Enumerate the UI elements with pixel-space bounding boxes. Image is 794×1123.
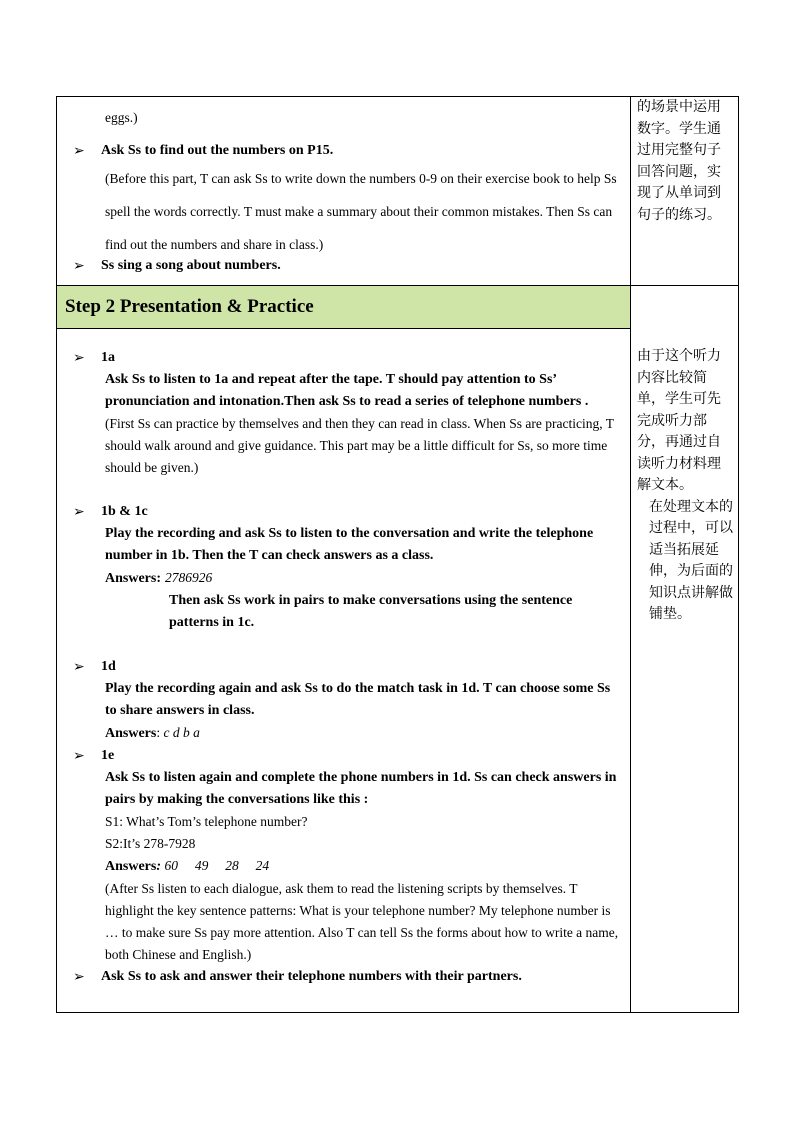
section-1b-task: Play the recording and ask Ss to listen to the conversation and write the telephone number in 1b. Then the T can check answers as a class. bbox=[105, 526, 594, 563]
section-1d-task: Play the recording again and ask Ss to do the match task in 1d. T can choose some Ss to share answers in class. bbox=[105, 681, 611, 718]
dialogue-s2: S2:It’s 278-7928 bbox=[105, 836, 196, 851]
before-note: (Before this part, T can ask Ss to write down the numbers 0-9 on their exercise book to help Ss spell the words correctly. T must make a summary about their common mistakes. Then Ss can find out the numbers and share in class.) bbox=[105, 171, 617, 252]
step2-header-row bbox=[57, 286, 739, 329]
bullet-arrow-icon: ➢ bbox=[73, 258, 85, 274]
ask-answer-text: Ask Ss to ask and answer their telephone numbers with their partners. bbox=[101, 969, 522, 984]
step2-title: Step 2 Presentation & Practice bbox=[57, 286, 630, 328]
find-numbers-text: Ask Ss to find out the numbers on P15. bbox=[101, 143, 334, 158]
warmup-note: 的场景中运用数字。学生通过用完整句子回答问题，实现了从单词到句子的练习。 bbox=[637, 99, 721, 223]
bullet-arrow-icon: ➢ bbox=[73, 143, 85, 159]
sing-song-text: Ss sing a song about numbers. bbox=[101, 258, 281, 273]
section-1e-answers: Answers: 60 49 28 24 bbox=[105, 858, 270, 874]
section-1b bbox=[65, 501, 624, 523]
sing-song-item bbox=[65, 255, 624, 277]
warmup-note-cell bbox=[631, 97, 739, 286]
section-1e-label: 1e bbox=[101, 748, 115, 763]
section-1d bbox=[65, 656, 624, 678]
bullet-arrow-icon: ➢ bbox=[73, 659, 85, 675]
presentation-note-cell bbox=[631, 286, 739, 1013]
presentation-note-p1: 由于这个听力内容比较简单，学生可先完成听力部分，再通过自读听力材料理解文本。 bbox=[637, 348, 721, 493]
presentation-note-p2: 在处理文本的过程中，可以适当拓展延伸，为后面的知识点讲解做铺垫。 bbox=[649, 498, 733, 622]
ask-answer-item bbox=[65, 966, 624, 988]
section-1b-label: 1b & 1c bbox=[101, 504, 148, 519]
warmup-main-cell bbox=[57, 97, 631, 286]
section-1a-label: 1a bbox=[101, 350, 115, 365]
find-numbers-item bbox=[65, 140, 624, 162]
section-1a-note: (First Ss can practice by themselves and then they can read in class. When Ss are practicing, T should walk around and give guidance. This part may be a little difficult for Ss, so more time should be given.) bbox=[105, 416, 614, 475]
bullet-arrow-icon: ➢ bbox=[73, 350, 85, 366]
section-1b-answers: Answers: 2786926 bbox=[105, 570, 213, 586]
section-1b-pairs: Then ask Ss work in pairs to make conversations using the sentence patterns in 1c. bbox=[169, 593, 573, 630]
section-1d-answers: Answers: c d b a bbox=[105, 725, 200, 741]
bullet-arrow-icon: ➢ bbox=[73, 748, 85, 764]
dialogue-s1: S1: What’s Tom’s telephone number? bbox=[105, 814, 308, 829]
bullet-arrow-icon: ➢ bbox=[73, 969, 85, 985]
eggs-line: eggs.) bbox=[105, 110, 138, 125]
presentation-main-cell bbox=[57, 329, 631, 1013]
section-1a-task: Ask Ss to listen to 1a and repeat after the tape. T should pay attention to Ss’ pronunciation and intonation.Then ask Ss to read a series of telephone numbers . bbox=[105, 372, 589, 409]
lesson-plan-table bbox=[56, 96, 739, 1013]
section-1e-note: (After Ss listen to each dialogue, ask them to read the listening scripts by themselves. T highlight the key sentence patterns: What is your telephone number? My telephone number is … to make sure Ss pay more attention. Also T can tell Ss the forms about how to write a name, both Chinese and English.) bbox=[105, 881, 619, 962]
section-1e-task: Ask Ss to listen again and complete the phone numbers in 1d. Ss can check answers in pairs by making the conversations like this : bbox=[105, 770, 617, 807]
step2-header-cell bbox=[57, 286, 631, 329]
section-1a bbox=[65, 347, 624, 369]
warmup-row bbox=[57, 97, 739, 286]
bullet-arrow-icon: ➢ bbox=[73, 504, 85, 520]
section-1e bbox=[65, 745, 624, 767]
section-1d-label: 1d bbox=[101, 659, 116, 674]
